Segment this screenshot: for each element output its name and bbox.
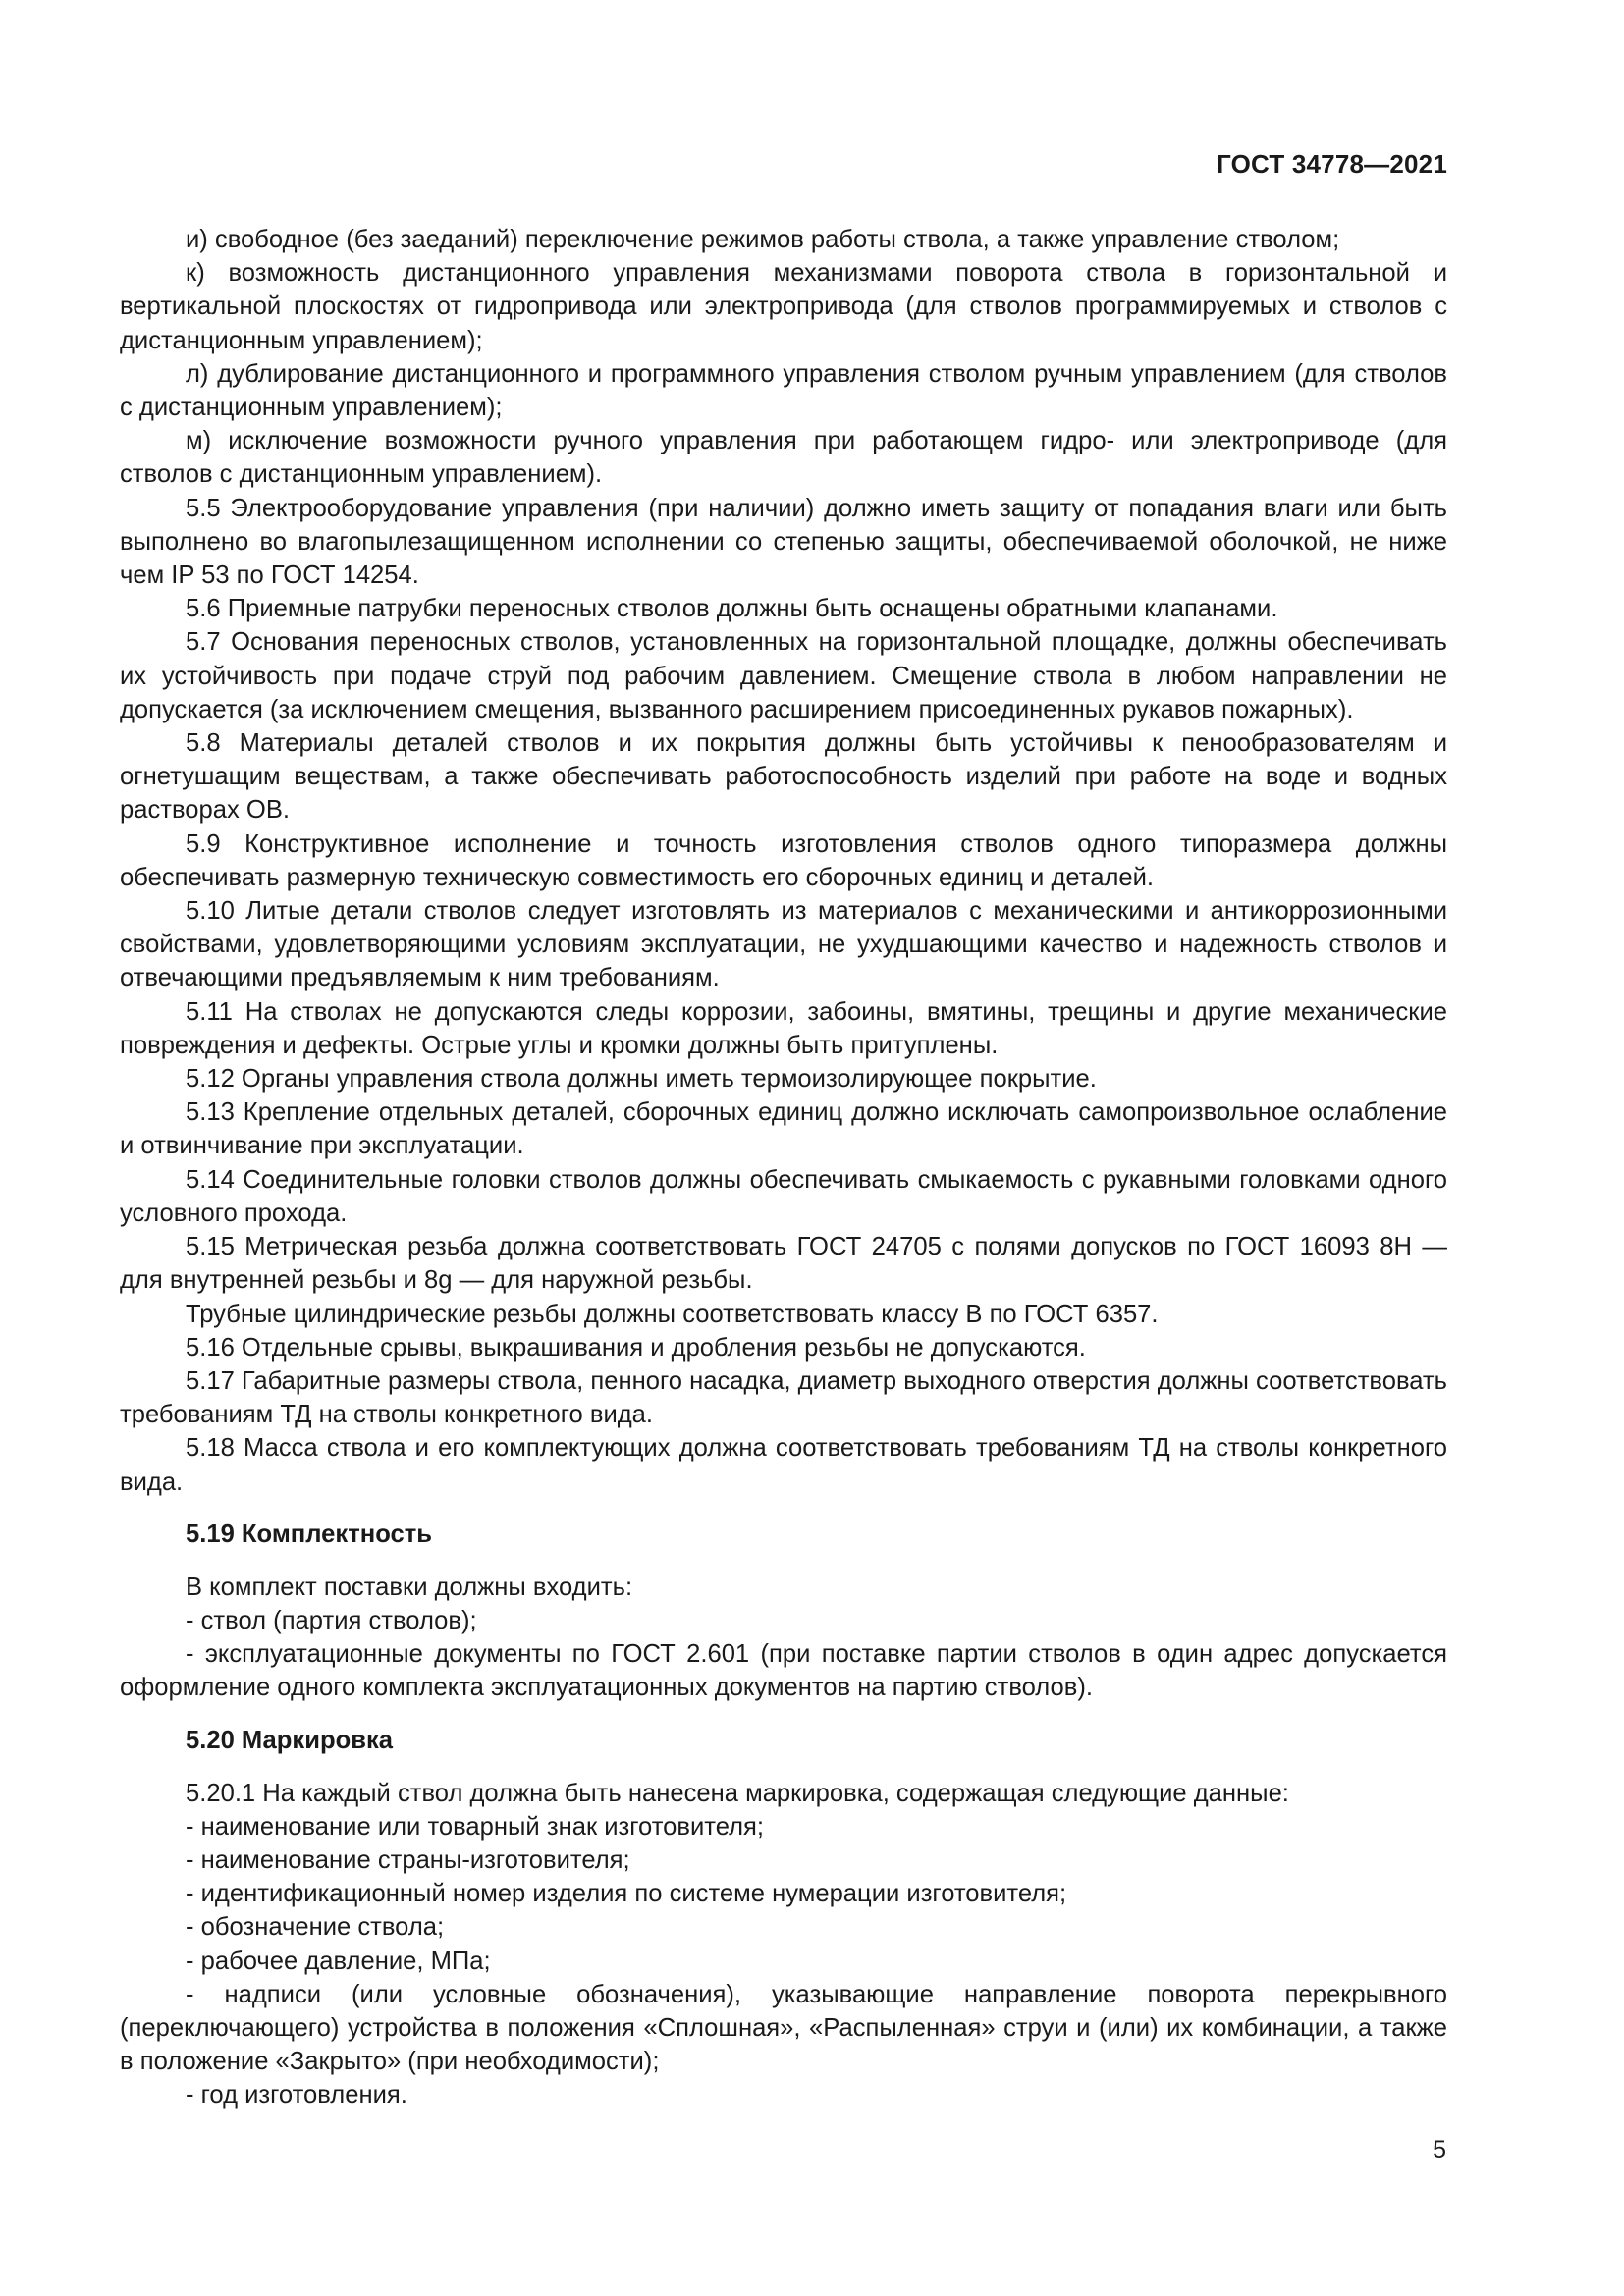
paragraph-item-m: м) исключение возможности ручного управления при работающем гидро- или электроприводе (для стволов с дистанционным управлением).: [120, 427, 1447, 489]
paragraph-5-20-1: 5.20.1 На каждый ствол должна быть нанесена маркировка, содержащая следующие данные:: [186, 1779, 1289, 1807]
paragraph-5-5: 5.5 Электрооборудование управления (при наличии) должно иметь защиту от попадания влаги или быть выполнено во влагопылезащищенном исполнении со степенью защиты, обеспечиваемой оболочкой, не ниже чем IP 53 по ГОСТ 14254.: [120, 494, 1447, 590]
paragraph-item-i: и) свободное (без заеданий) переключение режимов работы ствола, а также управление стволом;: [186, 226, 1340, 253]
list-item-year: - год изготовления.: [186, 2081, 407, 2109]
paragraph-5-12: 5.12 Органы управления ствола должны иметь термоизолирующее покрытие.: [186, 1065, 1097, 1094]
section-heading-5-19: 5.19 Комплектность: [186, 1520, 432, 1548]
paragraph-5-14: 5.14 Соединительные головки стволов должны обеспечивать смыкаемость с рукавными головками одного условного прохода.: [120, 1165, 1447, 1227]
paragraph-5-11: 5.11 На стволах не допускаются следы коррозии, забоины, вмятины, трещины и другие механические повреждения и дефекты. Острые углы и кромки должны быть притуплены.: [120, 997, 1447, 1059]
list-item-inscriptions: - надписи (или условные обозначения), указывающие направление поворота перекрывного (переключающего) устройства в положения «Сплошная», «Распыленная» струи и (или) их комбинации, а также в положение «Закрыто» (при необходимости);: [120, 1980, 1447, 2076]
paragraph-item-k: к) возможность дистанционного управления механизмами поворота ствола в горизонтальной и вертикальной плоскостях от гидропривода или электропривода (для стволов программируемых и стволов с дистанционным управлением);: [120, 259, 1447, 354]
paragraph-5-8: 5.8 Материалы деталей стволов и их покрытия должны быть устойчивы к пенообразователям и огнетушащим веществам, а также обеспечивать работоспособность изделий при работе на воде и водных растворах ОВ.: [120, 729, 1447, 825]
paragraph-5-15: 5.15 Метрическая резьба должна соответствовать ГОСТ 24705 с полями допусков по ГОСТ 16093 8H — для внутренней резьбы и 8g — для наружной резьбы.: [120, 1233, 1447, 1295]
document-code-header: ГОСТ 34778—2021: [1217, 149, 1447, 179]
paragraph-5-17: 5.17 Габаритные размеры ствола, пенного насадка, диаметр выходного отверстия должны соответствовать требованиям ТД на стволы конкретного вида.: [120, 1366, 1447, 1429]
list-item-barrel: - ствол (партия стволов);: [186, 1606, 477, 1634]
paragraph-item-l: л) дублирование дистанционного и программного управления стволом ручным управлением (для стволов с дистанционным управлением);: [120, 359, 1447, 422]
list-item-id-number: - идентификационный номер изделия по системе нумерации изготовителя;: [186, 1880, 1067, 1908]
paragraph-5-7: 5.7 Основания переносных стволов, установленных на горизонтальной площадке, должны обеспечивать их устойчивость при подаче струй под рабочим давлением. Смещение ствола в любом направлении не допускается (за исключением смещения, вызванного расширением присоединенных рукавов пожарных).: [120, 628, 1447, 723]
paragraph-5-9: 5.9 Конструктивное исполнение и точность изготовления стволов одного типоразмера должны обеспечивать размерную техническую совместимость его сборочных единиц и деталей.: [120, 829, 1447, 891]
paragraph-5-13: 5.13 Крепление отдельных деталей, сборочных единиц должно исключать самопроизвольное ослабление и отвинчивание при эксплуатации.: [120, 1098, 1447, 1160]
paragraph-5-19-intro: В комплект поставки должны входить:: [186, 1573, 633, 1601]
list-item-operating-docs: - эксплуатационные документы по ГОСТ 2.601 (при поставке партии стволов в один адрес допускается оформление одного комплекта эксплуатационных документов на партию стволов).: [120, 1640, 1447, 1702]
paragraph-5-6: 5.6 Приемные патрубки переносных стволов должны быть оснащены обратными клапанами.: [186, 595, 1278, 623]
list-item-country: - наименование страны-изготовителя;: [186, 1845, 630, 1874]
list-item-designation: - обозначение ствола;: [186, 1913, 445, 1942]
paragraph-5-15-pipe-threads: Трубные цилиндрические резьбы должны соответствовать классу В по ГОСТ 6357.: [186, 1300, 1159, 1328]
paragraph-5-10: 5.10 Литые детали стволов следует изготовлять из материалов с механическими и антикоррозионными свойствами, удовлетворяющими условиям эксплуатации, не ухудшающими качество и надежность стволов и отвечающими предъявляемым к ним требованиям.: [120, 897, 1447, 992]
section-heading-5-20: 5.20 Маркировка: [186, 1726, 394, 1754]
list-item-pressure: - рабочее давление, МПа;: [186, 1947, 491, 1975]
document-body: [120, 223, 1447, 2112]
list-item-manufacturer-name: - наименование или товарный знак изготовителя;: [186, 1812, 765, 1841]
paragraph-5-16: 5.16 Отдельные срывы, выкрашивания и дробления резьбы не допускаются.: [186, 1333, 1086, 1362]
page-number: 5: [1433, 2136, 1446, 2163]
paragraph-5-18: 5.18 Масса ствола и его комплектующих должна соответствовать требованиям ТД на стволы конкретного вида.: [120, 1434, 1447, 1496]
